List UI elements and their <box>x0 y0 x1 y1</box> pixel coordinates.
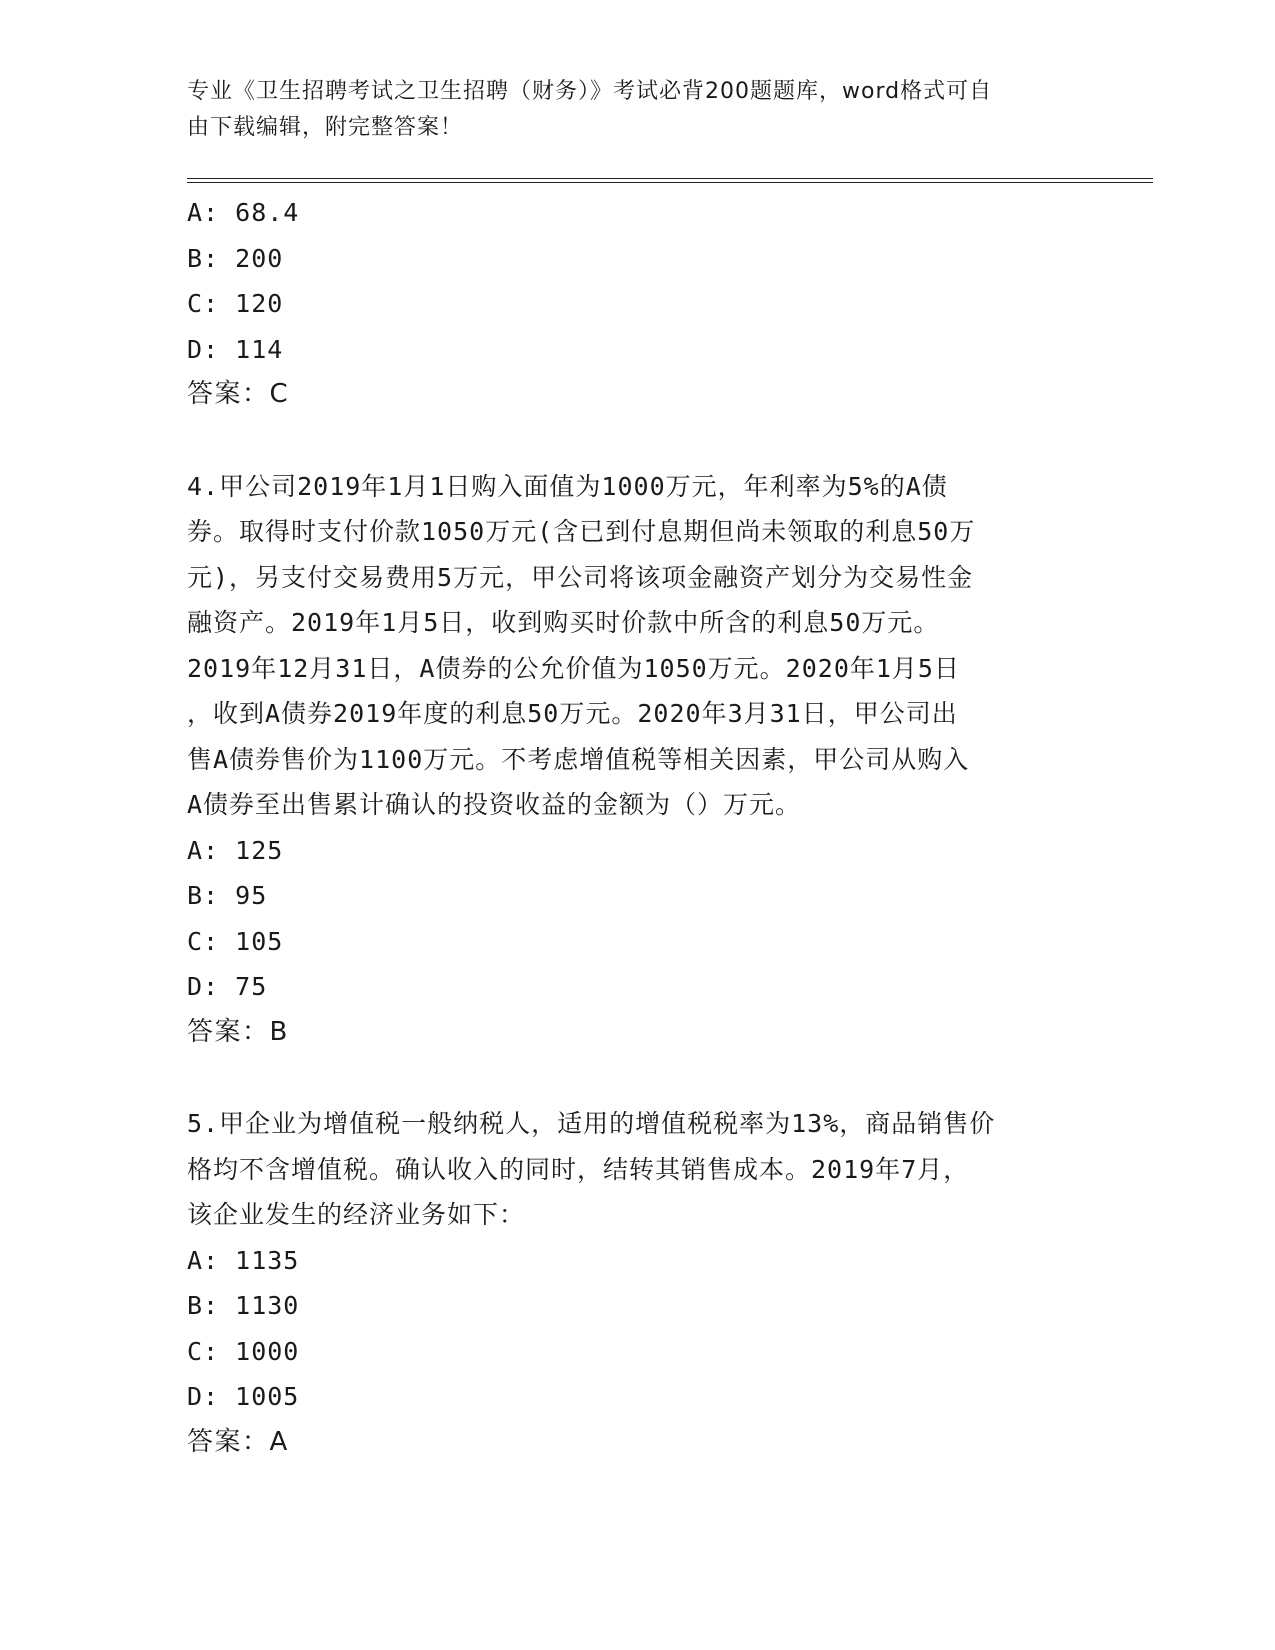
question-5-text-line: 该企业发生的经济业务如下： <box>187 1200 526 1229</box>
question-5-text-line: 5.甲企业为增值税一般纳税人，适用的增值税税率为13%，商品销售价 <box>187 1109 996 1138</box>
document-body <box>187 190 1087 1465</box>
question-5-option-d: D: 1005 <box>187 1382 300 1411</box>
spacer <box>187 418 1087 464</box>
question-4-option-b: B: 95 <box>187 881 268 910</box>
question-4-text-line: A债券至出售累计确认的投资收益的金额为（）万元。 <box>187 790 802 819</box>
question-5-block <box>187 1101 1087 1465</box>
question-4-block <box>187 464 1087 1056</box>
question-5-answer: 答案：A <box>187 1426 289 1457</box>
question-4-text-line: 券。取得时支付价款1050万元(含已到付息期但尚未领取的利息50万 <box>187 517 976 546</box>
question-5-text-line: 格均不含增值税。确认收入的同时，结转其销售成本。2019年7月， <box>187 1154 970 1184</box>
question-4-text-line: ，收到A债券2019年度的利息50万元。2020年3月31日，甲公司出 <box>187 699 958 728</box>
question-3-answer: 答案：C <box>187 379 290 409</box>
question-3-option-a: A: 68.4 <box>187 198 300 227</box>
question-4-text-line: 4.甲公司2019年1月1日购入面值为1000万元，年利率为5%的A债 <box>187 471 948 501</box>
header-line-1: 专业《卫生招聘考试之卫生招聘（财务）》考试必背200题题库，word格式可自 <box>187 79 993 104</box>
question-5-option-c: C: 1000 <box>187 1336 300 1366</box>
question-4-text-line: 融资产。2019年1月5日，收到购买时价款中所含的利息50万元。 <box>187 608 940 637</box>
question-5-option-a: A: 1135 <box>187 1245 300 1275</box>
header-line-2: 由下载编辑，附完整答案！ <box>187 115 464 140</box>
question-3-option-b: B: 200 <box>187 243 284 273</box>
header-divider-bottom <box>187 182 1153 183</box>
question-4-option-d: D: 75 <box>187 972 268 1001</box>
header-divider-top <box>187 178 1153 179</box>
question-3-block <box>187 190 1087 418</box>
question-5-option-b: B: 1130 <box>187 1291 300 1320</box>
question-3-option-d: D: 114 <box>187 334 284 364</box>
question-4-text-line: 元)，另支付交易费用5万元，甲公司将该项金融资产划分为交易性金 <box>187 562 974 592</box>
question-3-option-c: C: 120 <box>187 289 284 318</box>
spacer <box>187 1055 1087 1101</box>
question-4-text-line: 售A债券售价为1100万元。不考虑增值税等相关因素，甲公司从购入 <box>187 744 970 774</box>
question-4-option-c: C: 105 <box>187 926 284 956</box>
question-4-text-line: 2019年12月31日，A债券的公允价值为1050万元。2020年1月5日 <box>187 653 960 683</box>
document-header <box>187 74 1067 146</box>
question-4-option-a: A: 125 <box>187 835 284 865</box>
question-4-answer: 答案：B <box>187 1016 289 1047</box>
